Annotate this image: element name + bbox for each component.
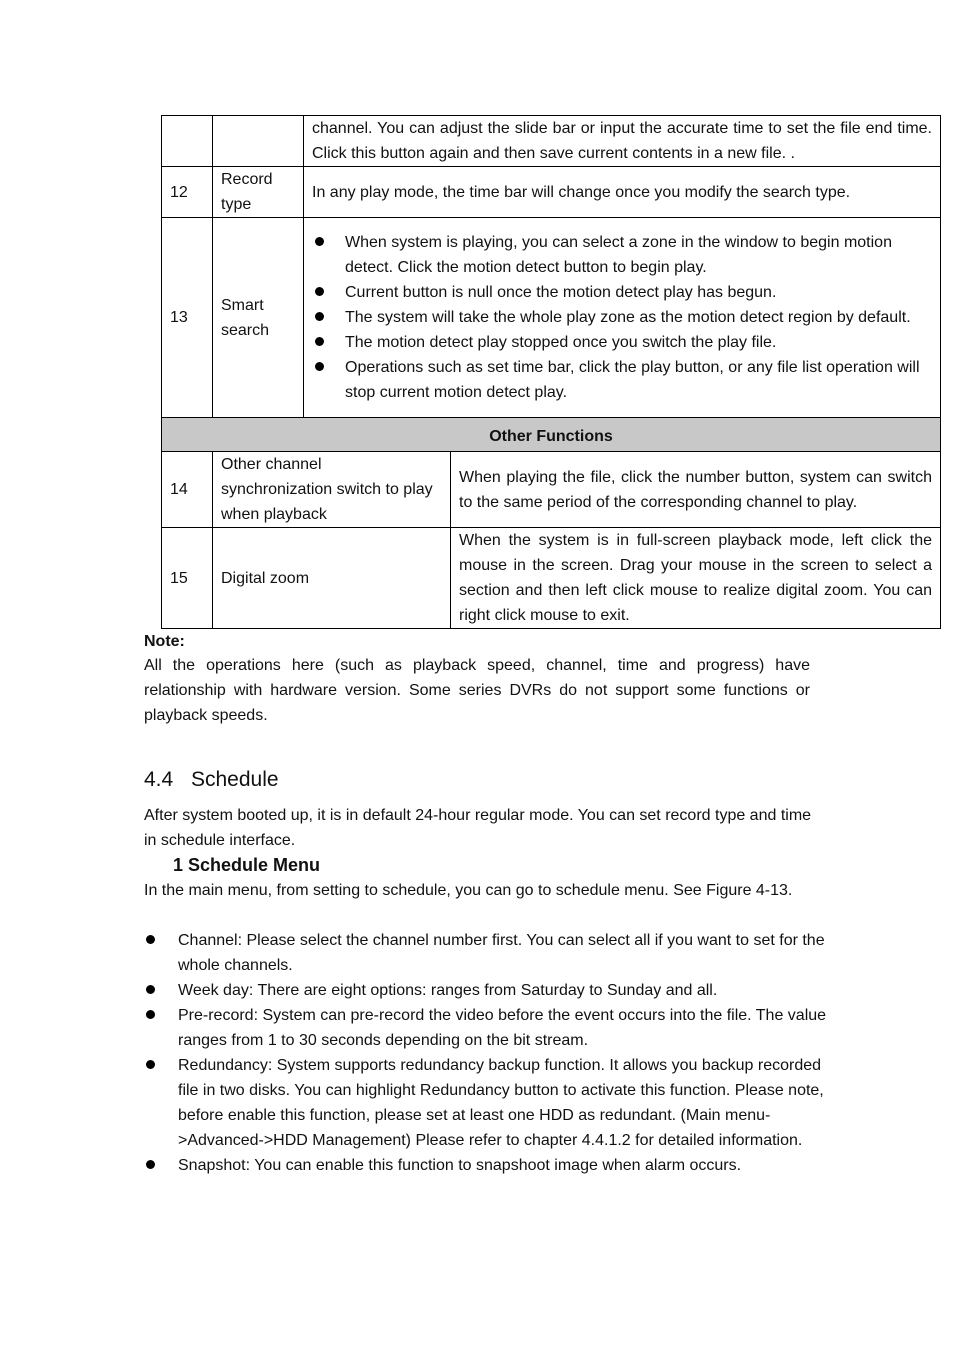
table-row: [162, 452, 941, 528]
row-desc-cell: When the system is in full-screen playback mode, left click the mouse in the screen. Drag your mouse in the screen to select a section and then left click mouse to realize digital zoom. You can right click mouse to exit.: [451, 528, 941, 629]
list-item: Snapshot: You can enable this function to snapshoot image when alarm occurs.: [144, 1153, 844, 1178]
bullet-icon: [315, 287, 324, 296]
schedule-bullets: [144, 928, 844, 1178]
row-name-cell: [213, 452, 451, 528]
note-text: All the operations here (such as playback speed, channel, time and progress) have relationship with hardware version. Some series DVRs do not support some functions or playback speeds.: [144, 657, 810, 724]
list-item: Current button is null once the motion detect play has begun.: [312, 280, 932, 305]
row-desc-cell: [304, 218, 941, 418]
row-name-cell: Digital zoom: [213, 528, 451, 629]
row-num-cell: 14: [162, 452, 213, 528]
table-row: [162, 116, 941, 167]
list-item: Pre-record: System can pre-record the video before the event occurs into the file. The value ranges from 1 to 30 seconds depending on the bit stream.: [144, 1003, 844, 1053]
bullet-icon: [315, 337, 324, 346]
row-name-cell: Smart search: [213, 218, 304, 418]
row-num-cell: 15: [162, 528, 213, 629]
table-row: [162, 218, 941, 418]
bullet-icon: [146, 1160, 155, 1169]
table-row: [162, 528, 941, 629]
smart-search-bullets: [312, 230, 932, 405]
bullet-icon: [315, 362, 324, 371]
section-intro: After system booted up, it is in default 24-hour regular mode. You can set record type and time in schedule interface.: [144, 807, 812, 849]
row-desc-text: channel. You can adjust the slide bar or input the accurate time to set the file end time. Click this button again and then save current contents in a new file. .: [312, 120, 932, 162]
section-row: [162, 418, 941, 452]
section-heading: [144, 765, 279, 795]
row-name-cell: Record type: [213, 167, 304, 218]
row-desc-cell: When playing the file, click the number button, system can switch to the same period of the corresponding channel to play.: [451, 452, 941, 528]
note-label: Note:: [144, 633, 185, 650]
list-item: The motion detect play stopped once you switch the play file.: [312, 330, 932, 355]
bullet-icon: [146, 985, 155, 994]
bullet-icon: [315, 237, 324, 246]
row-name-line: Other channel: [221, 456, 322, 473]
list-item: Operations such as set time bar, click the play button, or any file list operation will stop current motion detect play.: [312, 355, 932, 405]
row-desc-cell: [304, 116, 941, 167]
bullet-icon: [146, 1060, 155, 1069]
table-row: [162, 167, 941, 218]
row-name-rest: synchronization switch to play when playback: [221, 481, 433, 523]
row-desc-cell: In any play mode, the time bar will change once you modify the search type.: [304, 167, 941, 218]
row-name-cell: [213, 116, 304, 167]
list-item: The system will take the whole play zone as the motion detect region by default.: [312, 305, 932, 330]
function-table: [161, 115, 941, 629]
menu-text: In the main menu, from setting to schedule, you can go to schedule menu. See Figure 4-13.: [144, 882, 793, 899]
list-item: Redundancy: System supports redundancy backup function. It allows you backup recorded file in two disks. You can highlight Redundancy button to activate this function. Please note, before enable this function, please set at least one HDD as redundant. (Main menu->Advanced->HDD Management) Please refer to chapter 4.4.1.2 for detailed information.: [144, 1053, 844, 1153]
bullet-icon: [146, 935, 155, 944]
row-num-cell: 12: [162, 167, 213, 218]
list-item: When system is playing, you can select a zone in the window to begin motion detect. Click the motion detect button to begin play.: [312, 230, 932, 280]
section-title: Other Functions: [162, 418, 941, 452]
section-number: 4.4: [144, 768, 174, 791]
row-num-cell: 13: [162, 218, 213, 418]
section-title: Schedule: [191, 768, 279, 791]
bullet-icon: [315, 312, 324, 321]
subheading: 1 Schedule Menu: [173, 855, 321, 875]
bullet-icon: [146, 1010, 155, 1019]
list-item: Channel: Please select the channel number first. You can select all if you want to set for the whole channels.: [144, 928, 844, 978]
list-item: Week day: There are eight options: ranges from Saturday to Sunday and all.: [144, 978, 844, 1003]
row-num-cell: [162, 116, 213, 167]
